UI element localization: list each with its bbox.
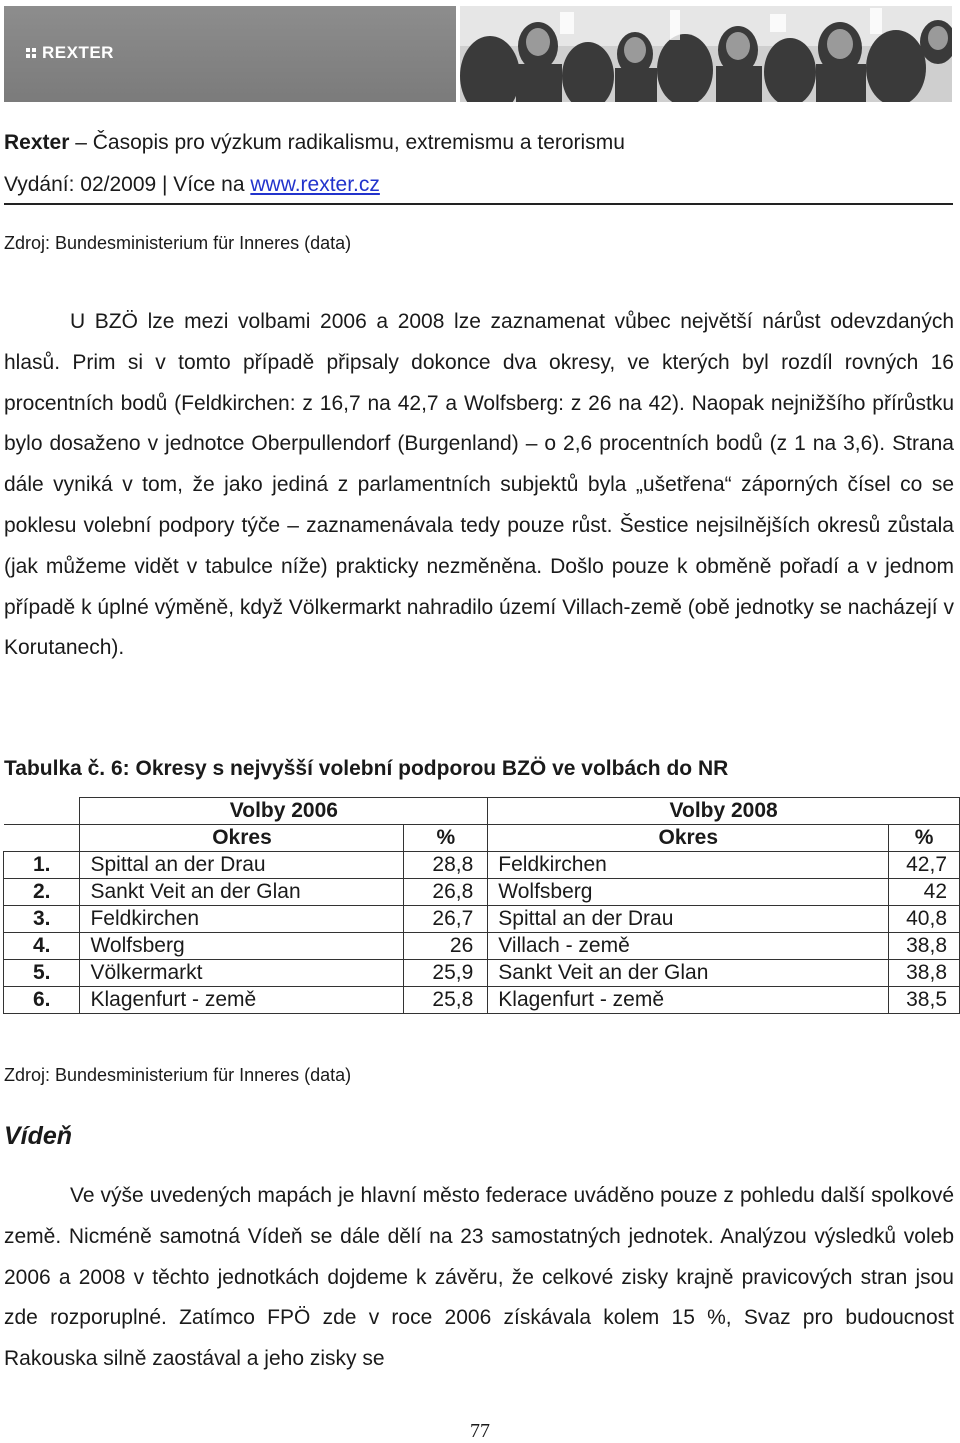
- pct-2008-cell: 40,8: [889, 906, 960, 933]
- corner-cell-2: [4, 825, 80, 852]
- pct-2008-cell: 38,8: [889, 933, 960, 960]
- col-header-pct-2006: %: [404, 825, 488, 852]
- paragraph-1-text: U BZÖ lze mezi volbami 2006 a 2008 lze zaznamenat vůbec největší nárůst odevzdaných hlasů. Prim si v tomto případě připsaly dokonce dva okresy, ve kterých byl rozdíl rovných 16 procentních bodů (Feldkirchen: z 16,7 na 42,7 a Wolfsberg: z 26 na 42). Naopak nejnižšího přírůstku bylo dosaženo v jednotce Oberpullendorf (Burgenland) – o 2,6 procentních bodů (z 1 na 3,6). Strana dále vyniká v tom, že jako jediná z parlamentních subjektů byla „ušetřena“ záporných čísel co se poklesu volební podpory týče – zaznamenávala tedy pouze růst. Šestice nejsilnějších okresů zůstala (jak můžeme vidět v tabulce níže) prakticky nezměněna. Došlo pouze k obměně pořadí a v jednom případě k úplné výměně, když Völkermarkt nahradilo území Villach-země (obě jednotky se nacházejí v Korutanech).: [4, 310, 954, 660]
- pct-2006-cell: 25,9: [404, 960, 488, 987]
- website-link[interactable]: www.rexter.cz: [250, 173, 380, 196]
- section-heading: Vídeň: [4, 1122, 73, 1150]
- okres-2006-cell: Spittal an der Drau: [80, 852, 404, 879]
- table-row: [4, 960, 960, 987]
- table-group-header-row: [4, 798, 960, 825]
- banner-logo-panel: [4, 6, 456, 102]
- group-header-2008: Volby 2008: [488, 798, 960, 825]
- group-header-2006: Volby 2006: [80, 798, 488, 825]
- table-row: [4, 852, 960, 879]
- okres-2006-cell: Klagenfurt - země: [80, 987, 404, 1014]
- rexter-logo[interactable]: [26, 43, 114, 63]
- logo-mark-icon: [26, 48, 36, 58]
- pct-2008-cell: 42: [889, 879, 960, 906]
- table-row: [4, 987, 960, 1014]
- pct-2006-cell: 26: [404, 933, 488, 960]
- okres-2006-cell: Feldkirchen: [80, 906, 404, 933]
- source-note-bottom: Zdroj: Bundesministerium für Inneres (data): [4, 1065, 352, 1085]
- pct-2006-cell: 26,8: [404, 879, 488, 906]
- okres-2006-cell: Sankt Veit an der Glan: [80, 879, 404, 906]
- results-table: [3, 797, 960, 1014]
- body-paragraph-2: [4, 1176, 954, 1380]
- header-banner: [4, 6, 952, 102]
- pct-2006-cell: 25,8: [404, 987, 488, 1014]
- issue-line: [4, 172, 380, 198]
- journal-name: Rexter: [4, 131, 70, 154]
- body-paragraph-1: [4, 302, 954, 669]
- okres-2006-cell: Wolfsberg: [80, 933, 404, 960]
- rank-cell: 4.: [4, 933, 80, 960]
- journal-dash: –: [69, 131, 93, 154]
- okres-2008-cell: Klagenfurt - země: [488, 987, 889, 1014]
- logo-text: REXTER: [42, 43, 114, 62]
- paragraph-2-text: Ve výše uvedených mapách je hlavní město federace uváděno pouze z pohledu další spolkové země. Nicméně samotná Vídeň se dále dělí na 23 samostatných jednotek. Analýzou výsledků voleb 2006 a 2008 v těchto jednotkách dojdeme k závěru, že celkové zisky krajně pravicových stran jsou zde rozporuplné. Zatímco FPÖ zde v roce 2006 získávala kolem 15 %, Svaz pro budoucnost Rakouska silně zaostával a jeho zisky se: [4, 1184, 954, 1371]
- rank-cell: 1.: [4, 852, 80, 879]
- rank-cell: 6.: [4, 987, 80, 1014]
- pct-2006-cell: 26,7: [404, 906, 488, 933]
- okres-2006-cell: Völkermarkt: [80, 960, 404, 987]
- rank-cell: 5.: [4, 960, 80, 987]
- okres-2008-cell: Spittal an der Drau: [488, 906, 889, 933]
- rank-cell: 2.: [4, 879, 80, 906]
- pct-2008-cell: 42,7: [889, 852, 960, 879]
- journal-subtitle: Časopis pro výzkum radikalismu, extremismu a terorismu: [92, 131, 625, 154]
- table-row: [4, 906, 960, 933]
- table-row: [4, 933, 960, 960]
- corner-cell: [4, 798, 80, 825]
- okres-2008-cell: Feldkirchen: [488, 852, 889, 879]
- col-header-okres-2008: Okres: [488, 825, 889, 852]
- col-header-pct-2008: %: [889, 825, 960, 852]
- okres-2008-cell: Sankt Veit an der Glan: [488, 960, 889, 987]
- page-number: 77: [470, 1420, 490, 1442]
- source-note-top: Zdroj: Bundesministerium für Inneres (data): [4, 233, 352, 253]
- table-row: [4, 879, 960, 906]
- table-column-header-row: [4, 825, 960, 852]
- col-header-okres-2006: Okres: [80, 825, 404, 852]
- pct-2006-cell: 28,8: [404, 852, 488, 879]
- okres-2008-cell: Villach - země: [488, 933, 889, 960]
- okres-2008-cell: Wolfsberg: [488, 879, 889, 906]
- journal-title-line: [4, 130, 625, 156]
- banner-crowd-photo: [460, 6, 952, 102]
- header-divider: [4, 203, 953, 205]
- pct-2008-cell: 38,5: [889, 987, 960, 1014]
- rank-cell: 3.: [4, 906, 80, 933]
- issue-text: Vydání: 02/2009 | Více na: [4, 173, 251, 196]
- table-caption: Tabulka č. 6: Okresy s nejvyšší volební podporou BZÖ ve volbách do NR: [4, 757, 729, 780]
- pct-2008-cell: 38,8: [889, 960, 960, 987]
